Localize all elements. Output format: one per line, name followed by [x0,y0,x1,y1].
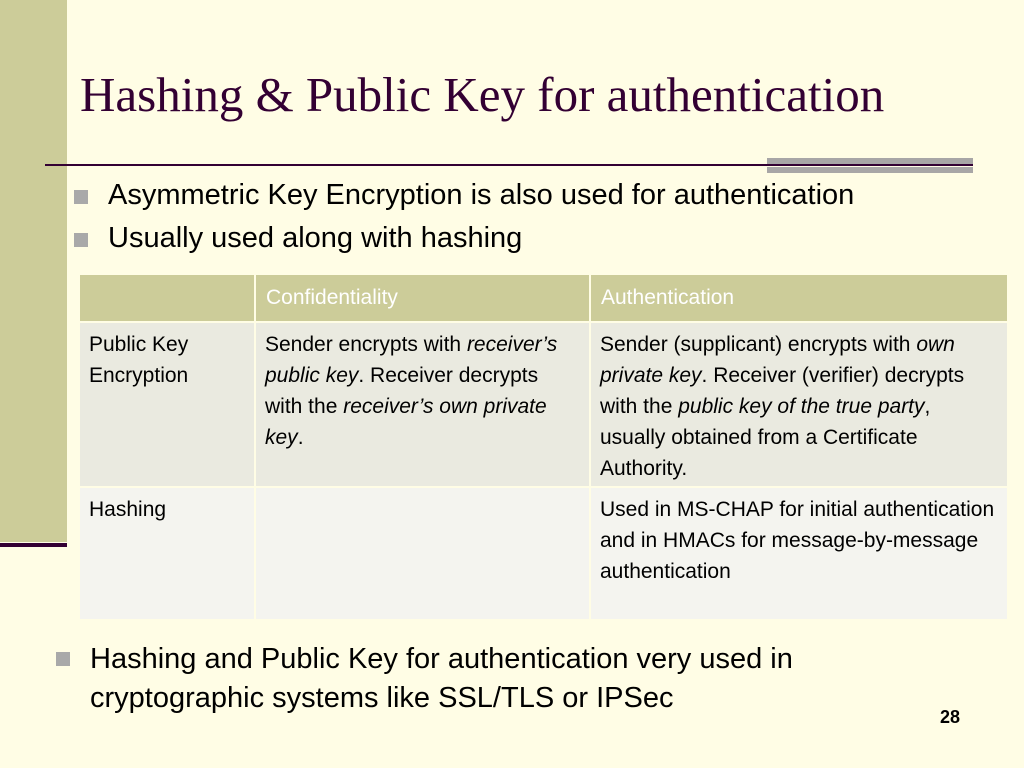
left-decorative-line [0,543,67,547]
square-bullet-icon [74,233,88,247]
bullet-text: Asymmetric Key Encryption is also used for authentication [108,179,855,211]
row-label-hashing: Hashing [79,487,255,620]
cell-text: . Receiver decrypts with the [265,364,539,418]
cell-emphasis: public key of the true party [678,395,925,418]
cell-public-key-confidentiality [255,322,590,487]
bullet-item [74,178,854,213]
cell-public-key-authentication [590,322,1008,487]
bullet-text: Usually used along with hashing [108,221,523,254]
square-bullet-icon [56,652,70,666]
table-header-row [79,274,1008,322]
cell-text: Sender (supplicant) encrypts with [600,333,917,356]
column-header-authentication: Authentication [590,274,1008,322]
square-bullet-icon [74,190,88,204]
bottom-bullet-item [56,640,956,718]
cell-text: , usually obtained from a Certificate Authority. [600,395,931,480]
row-label-public-key: Public Key Encryption [79,322,255,487]
column-header-empty [79,274,255,322]
comparison-table [78,273,1009,621]
column-header-confidentiality: Confidentiality [255,274,590,322]
cell-hashing-authentication: Used in MS-CHAP for initial authentication and in HMACs for message-by-message authentication [590,487,1008,620]
table-row [79,322,1008,487]
left-decorative-bar [0,0,67,542]
comparison-table-container [78,273,1007,621]
bullet-item [74,221,854,256]
cell-text: Sender encrypts with [265,333,467,356]
title-accent-bars [767,158,973,179]
table-row [79,487,1008,620]
bottom-bullet-text: Hashing and Public Key for authentication very used in cryptographic systems like SSL/TLS or IPSec [90,643,793,714]
cell-emphasis: receiver’s public key [265,333,558,387]
cell-text: . [297,426,304,449]
bullet-list [74,178,854,264]
page-number: 28 [940,707,961,727]
cell-hashing-confidentiality [255,487,590,620]
cell-text: . Receiver (verifier) decrypts with the [600,364,965,418]
cell-emphasis: own private key [600,333,955,387]
slide-title: Hashing & Public Key for authentication [80,67,885,122]
cell-emphasis: receiver’s own private key [265,395,547,449]
